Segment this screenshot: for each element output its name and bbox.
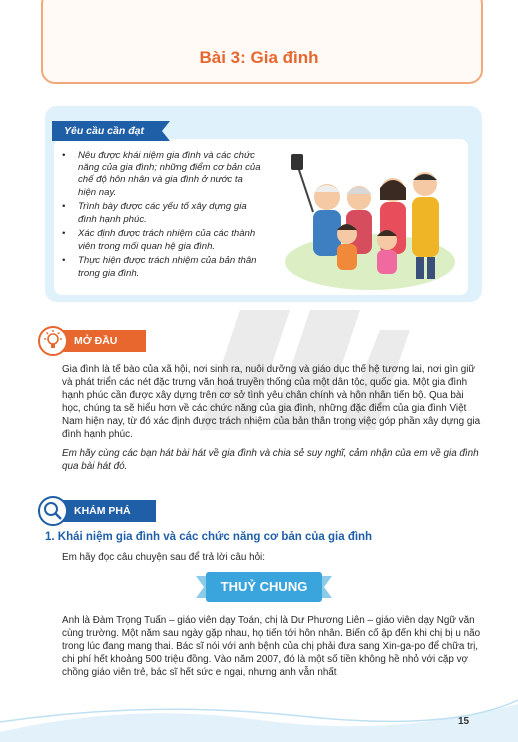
objective-text: Nêu được khái niệm gia đình và các chức năng của gia đình; những điểm cơ bản của chế độ hôn nhân và gia đình ở nước ta hiện nay. [78,150,261,198]
footer-wave [0,692,518,742]
story-title: THUỶ CHUNG [220,579,308,594]
family-selfie-illustration [275,142,460,292]
explore-heading: KHÁM PHÁ [60,500,156,522]
intro-section-header [38,330,148,352]
objective-item: • Thực hiện được trách nhiệm của bản thân trong gia đình. [62,255,257,279]
objective-item: • Nêu được khái niệm gia đình và các chức năng của gia đình; những điểm cơ bản của chế độ hôn nhân và gia đình ở nước ta hiện nay. [62,150,261,198]
objective-text: Thực hiện được trách nhiệm của bản thân trong gia đình. [78,255,257,279]
intro-heading: MỞ ĐẦU [60,330,146,352]
label-ribbon-tail [162,121,170,141]
objective-text: Xác định được trách nhiệm của các thành viên trong mối quan hệ gia đình. [78,228,256,252]
objective-item: • Trình bày được các yếu tố xây dựng gia đình hạnh phúc. [62,201,247,225]
lesson-title: Bài 3: Gia đình [199,48,319,67]
objective-item: • Xác định được trách nhiệm của các thành viên trong mối quan hệ gia đình. [62,228,256,252]
story-text: Anh là Đàm Trọng Tuấn – giáo viên dạy Toán, chị là Dư Phương Liên – giáo viên dạy Ngữ văn cùng trường. Một năm sau ngày gặp nhau, họ tiến tới hôn nhân. Biến cố ập đến khi chị bị u não trong lúc đang mang thai. Bác sĩ nói với anh bệnh của chị phải đưa sang Xin-ga-po để chữa trị, chi phí hết khoảng 500 triệu đồng. Vào năm 2007, đó là một số tiền không hề nhỏ với cặp vợ chồng giáo viên trẻ, bác sĩ hết sức e ngại, nhưng anh vẫn nhất [62,615,481,679]
explore-subheading: 1. Khái niệm gia đình và các chức năng cơ bản của gia đình [45,531,373,543]
objectives-label: Yêu cầu cần đạt [52,121,162,141]
intro-paragraph: Gia đình là tế bào của xã hội, nơi sinh ra, nuôi dưỡng và giáo dục thế hệ tương lai, nơi gìn giữ và phát triển các nét đặc trưng văn hoá truyền thống của một dân tộc, quốc gia. Một gia đình hạnh phúc cần được xây dựng trên cơ sở tình yêu chân chính và hôn nhân tiến bộ. Qua bài học, chúng ta sẽ hiểu hơn về các chức năng của gia đình, những đặc điểm của gia đình Việt Nam hiện nay, từ đó xác định được trách nhiệm của bản thân trong việc góp phần xây dựng gia đình hạnh phúc. [62,364,481,441]
explore-section-header [38,500,158,522]
objective-text: Trình bày được các yếu tố xây dựng gia đình hạnh phúc. [78,201,247,225]
intro-activity: Em hãy cùng các bạn hát bài hát về gia đình và chia sẻ suy nghĩ, cảm nhận của em về gia đình qua bài hát đó. [62,448,479,473]
magnifier-icon [38,496,68,526]
explore-prompt: Em hãy đọc câu chuyện sau để trả lời câu hỏi: [62,552,265,563]
objectives-list [62,150,262,282]
title-frame [41,0,483,84]
page-number: 15 [458,716,470,727]
lightbulb-icon [38,326,68,356]
